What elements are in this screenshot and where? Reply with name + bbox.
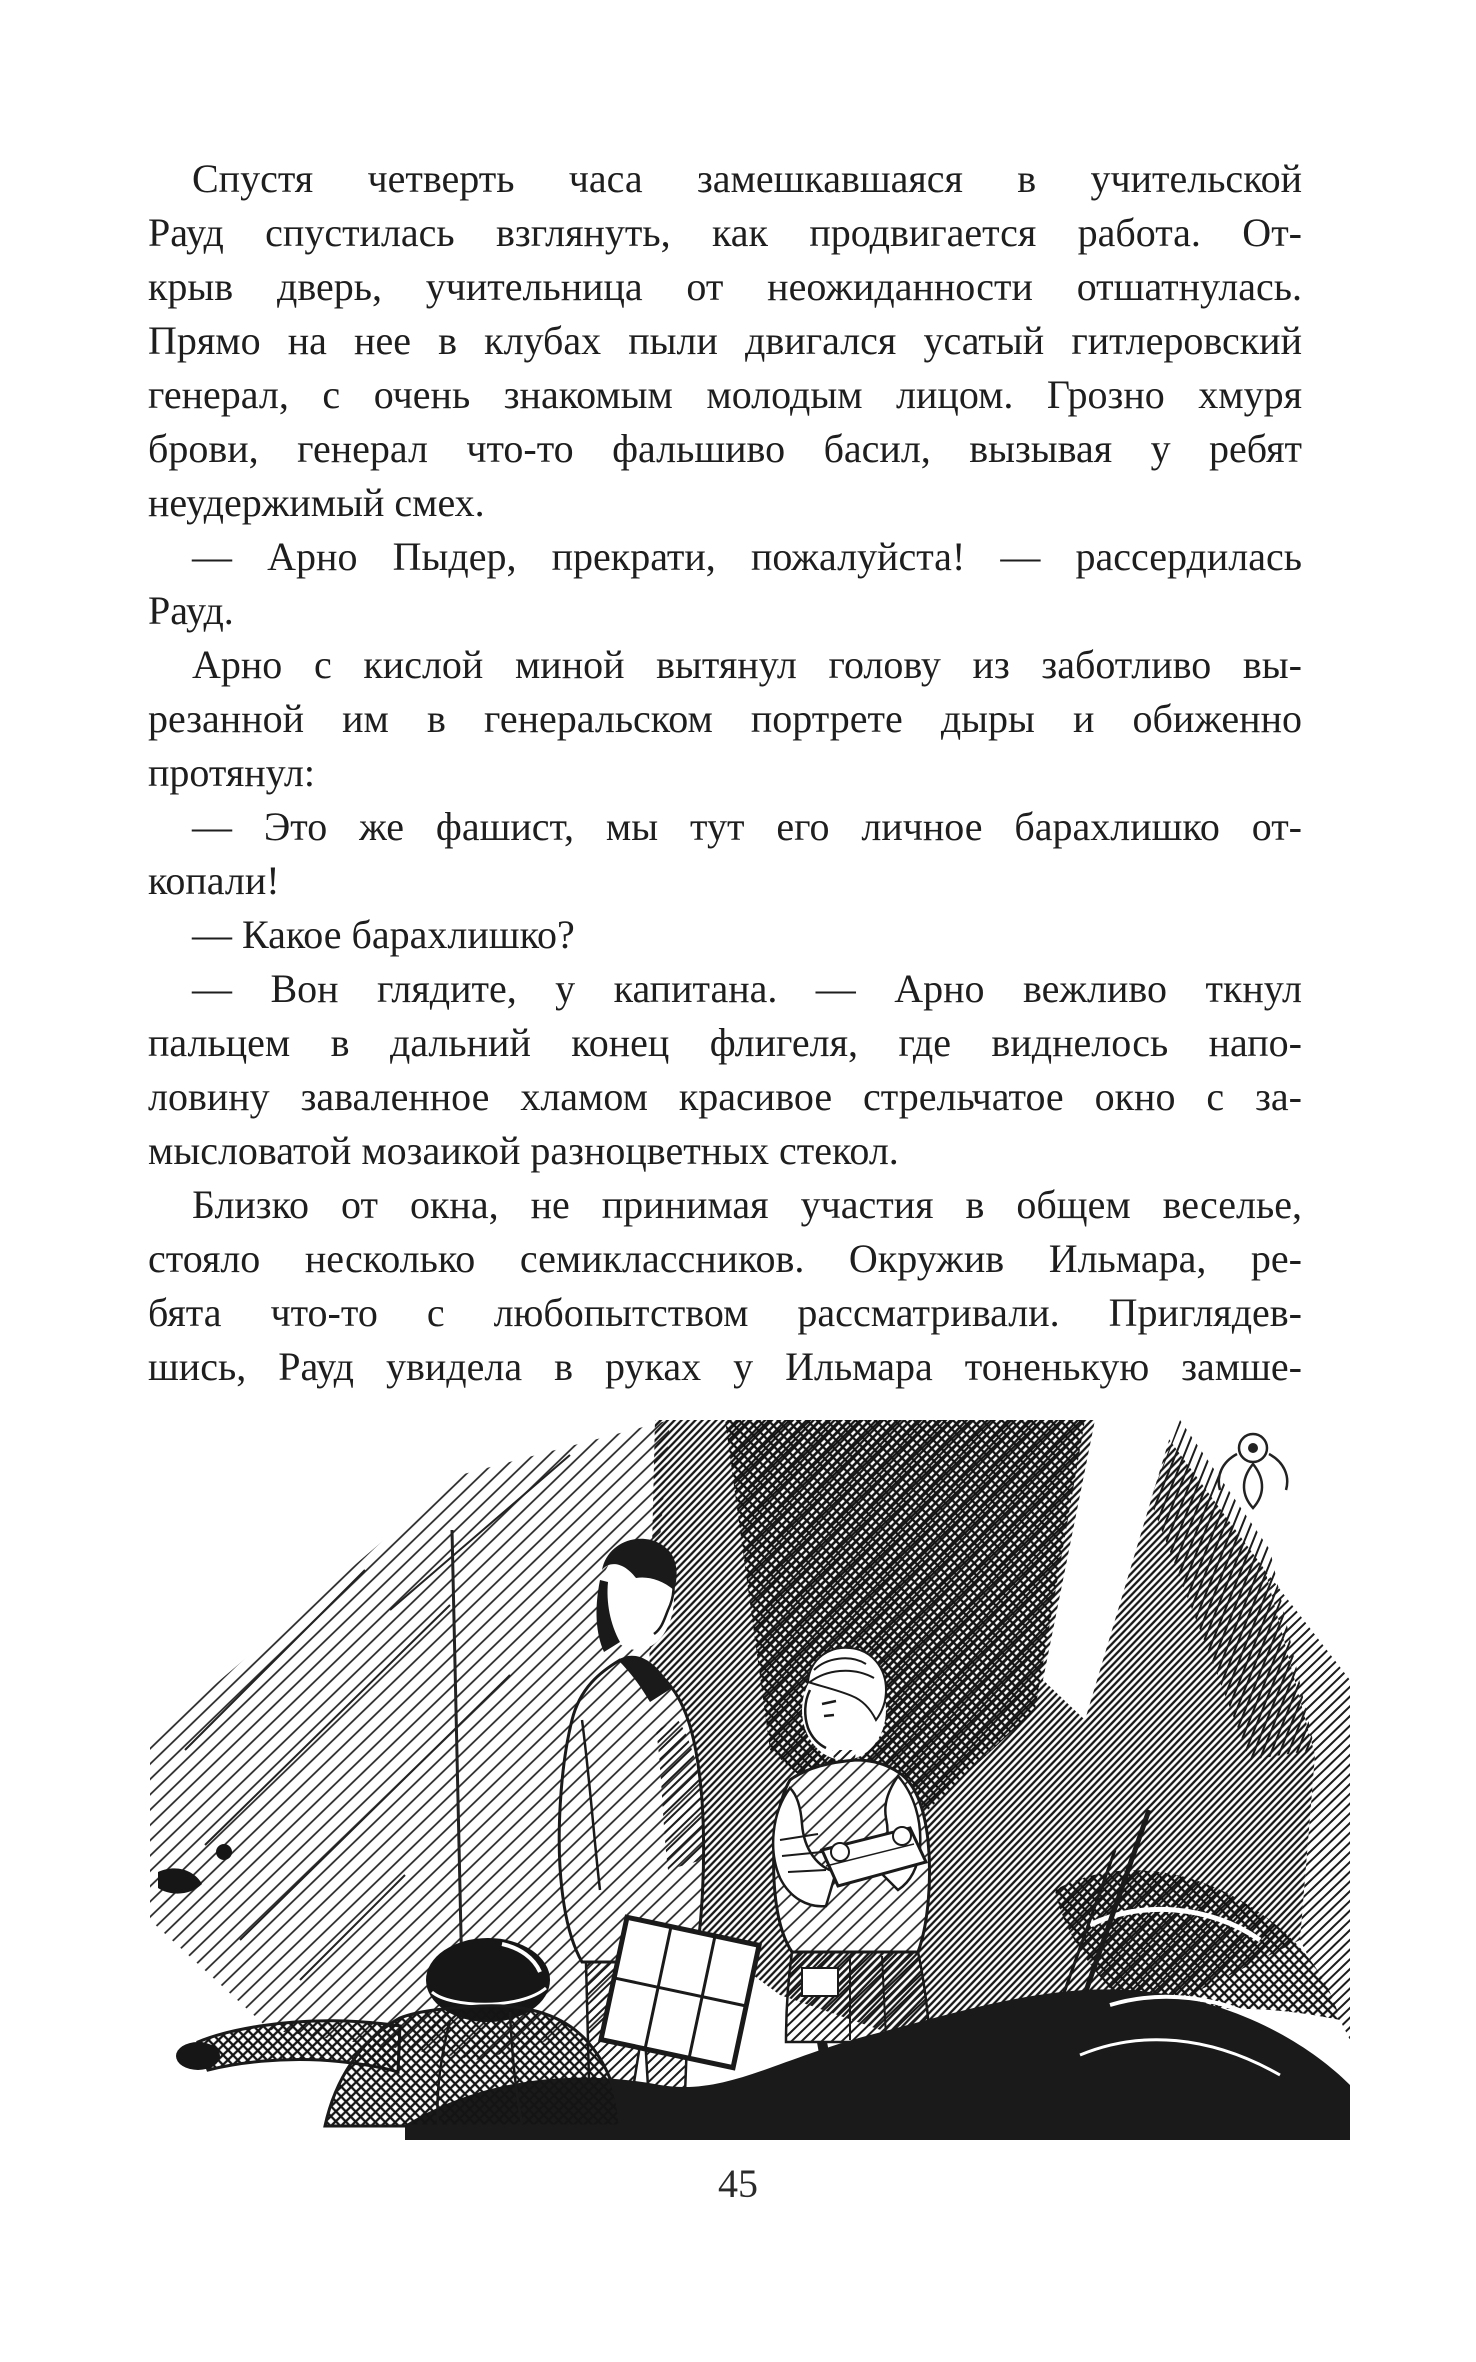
text-line: крыв дверь, учительница от неожиданности отшатнулась. <box>148 264 1302 309</box>
text-line: — Это же фашист, мы тут его личное барахлишко от- <box>192 804 1302 849</box>
text-line: протянул: <box>148 750 315 795</box>
text-line: мысловатой мозаикой разноцветных стекол. <box>148 1128 899 1173</box>
text-line: неудержимый смех. <box>148 480 485 525</box>
text-line: Арно с кислой миной вытянул голову из заботливо вы- <box>192 642 1302 687</box>
text-line: стояло несколько семиклассников. Окружив Ильмара, ре- <box>148 1236 1302 1281</box>
text-line: шись, Рауд увидела в руках у Ильмара тоненькую замше- <box>148 1344 1302 1389</box>
text-line: — Арно Пыдер, прекрати, пожалуйста! — рассердилась <box>192 534 1302 579</box>
page-number: 45 <box>718 2161 758 2206</box>
text-line: Близко от окна, не принимая участия в общем веселье, <box>192 1182 1302 1227</box>
text-line: Рауд. <box>148 588 234 633</box>
leaning-frame <box>601 1917 759 2067</box>
text-line: — Какое барахлишко? <box>192 912 575 957</box>
text-line: Рауд спустилась взглянуть, как продвигается работа. От- <box>148 210 1302 255</box>
text-line: брови, генерал что-то фальшиво басил, вызывая у ребят <box>148 426 1302 471</box>
book-illustration <box>150 1420 1350 2140</box>
text-line: Прямо на нее в клубах пыли двигался усатый гитлеровский <box>148 318 1302 363</box>
text-line: ловину заваленное хламом красивое стрельчатое окно с за- <box>148 1074 1302 1119</box>
text-block <box>148 152 1302 1394</box>
text-line: копали! <box>148 858 280 903</box>
illustration-svg <box>150 1420 1350 2140</box>
text-line: генерал, с очень знакомым молодым лицом. Грозно хмуря <box>148 372 1302 417</box>
text-line: Спустя четверть часа замешкавшаяся в учительской <box>192 156 1302 201</box>
text-line: бята что-то с любопытством рассматривали. Приглядев- <box>148 1290 1302 1335</box>
text-line: — Вон глядите, у капитана. — Арно вежливо ткнул <box>192 966 1302 1011</box>
text-line: резанной им в генеральском портрете дыры и обиженно <box>148 696 1302 741</box>
text-line: пальцем в дальний конец флигеля, где виднелось напо- <box>148 1020 1302 1065</box>
